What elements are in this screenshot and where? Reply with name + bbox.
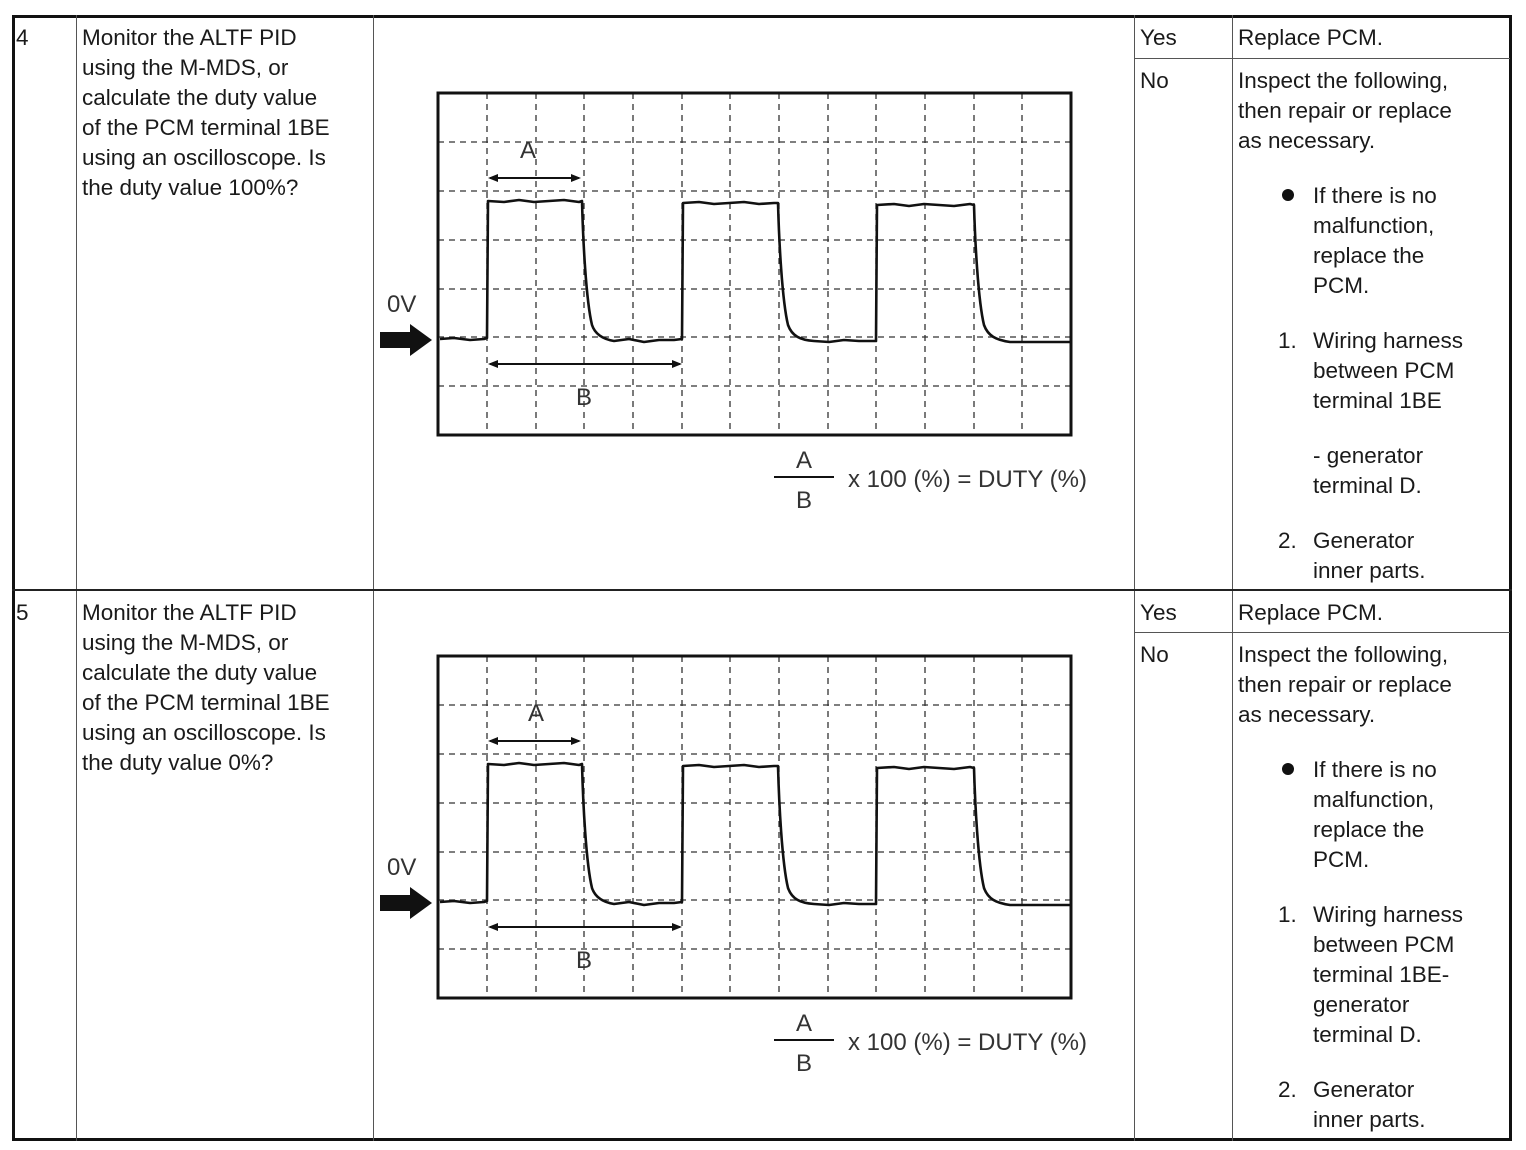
zero-volt-label: 0V: [387, 854, 417, 881]
action-line: the duty value 0%?: [82, 750, 274, 775]
item-line: inner parts.: [1313, 558, 1426, 583]
action-line: Monitor the ALTF PID: [82, 600, 297, 625]
yes-label: Yes: [1140, 25, 1177, 50]
formula-text: x 100 (%) = DUTY (%): [848, 466, 1087, 493]
duty-waveform: [440, 763, 1071, 905]
bullet-line: malfunction,: [1313, 787, 1435, 812]
action-line: of the PCM terminal 1BE: [82, 690, 330, 715]
bullet-icon: [1282, 189, 1294, 201]
action-line: calculate the duty value: [82, 660, 318, 685]
row5-yes-divider: [1134, 632, 1510, 633]
zero-volt-arrow-icon: [380, 887, 432, 919]
bullet-line: PCM.: [1313, 273, 1370, 298]
item-line: between PCM: [1313, 358, 1455, 383]
dimension-b: [488, 360, 682, 368]
no-intro-line: then repair or replace: [1238, 98, 1452, 123]
no-label: No: [1140, 68, 1169, 93]
item-number: 1.: [1278, 328, 1297, 353]
action-line: of the PCM terminal 1BE: [82, 115, 330, 140]
zero-volt-arrow-icon: [380, 324, 432, 356]
action-line: Monitor the ALTF PID: [82, 25, 297, 50]
formula-text: x 100 (%) = DUTY (%): [848, 1029, 1087, 1056]
item-line: terminal 1BE: [1313, 388, 1442, 413]
formula-numerator: A: [795, 1010, 813, 1037]
col-divider-step: [76, 15, 77, 1141]
action-line: using the M-MDS, or: [82, 630, 289, 655]
bullet-line: If there is no: [1313, 757, 1437, 782]
action-line: using an oscilloscope. Is: [82, 720, 326, 745]
bullet-line: If there is no: [1313, 183, 1437, 208]
item-line: terminal D.: [1313, 1022, 1422, 1047]
item-number: 2.: [1278, 528, 1297, 553]
item-line: terminal 1BE-: [1313, 962, 1450, 987]
step-number: 4: [16, 25, 29, 50]
no-intro-line: Inspect the following,: [1238, 642, 1449, 667]
no-intro-line: Inspect the following,: [1238, 68, 1449, 93]
no-intro-line: then repair or replace: [1238, 672, 1452, 697]
bullet-line: replace the: [1313, 817, 1425, 842]
col-divider-diagram: [1134, 15, 1135, 1141]
bullet-line: replace the: [1313, 243, 1425, 268]
formula-numerator: A: [795, 447, 813, 474]
no-intro-line: as necessary.: [1238, 128, 1376, 153]
item-line: inner parts.: [1313, 1107, 1426, 1132]
dimension-a: [488, 174, 581, 182]
label-b: B: [575, 384, 593, 411]
row-divider: [12, 589, 1512, 591]
step-number: 5: [16, 600, 29, 625]
action-line: using an oscilloscope. Is: [82, 145, 326, 170]
no-intro-line: as necessary.: [1238, 702, 1376, 727]
item-line: - generator: [1313, 443, 1424, 468]
bullet-icon: [1282, 763, 1294, 775]
action-line: calculate the duty value: [82, 85, 318, 110]
oscilloscope-diagram: [374, 60, 1134, 530]
bullet-line: malfunction,: [1313, 213, 1435, 238]
duty-waveform: [440, 200, 1071, 342]
bullet-line: PCM.: [1313, 847, 1370, 872]
yes-result: Replace PCM.: [1238, 25, 1384, 50]
zero-volt-label: 0V: [387, 291, 417, 318]
oscilloscope-diagram: [374, 623, 1134, 1093]
yes-result: Replace PCM.: [1238, 600, 1384, 625]
col-divider-yesno: [1232, 15, 1233, 1141]
dimension-a: [488, 737, 581, 745]
item-line: between PCM: [1313, 932, 1455, 957]
item-line: Generator: [1313, 528, 1415, 553]
yes-label: Yes: [1140, 600, 1177, 625]
dimension-b: [488, 923, 682, 931]
item-line: generator: [1313, 992, 1410, 1017]
item-line: Wiring harness: [1313, 902, 1464, 927]
item-line: terminal D.: [1313, 473, 1422, 498]
formula-denominator: B: [795, 1050, 813, 1077]
label-b: B: [575, 947, 593, 974]
label-a: A: [519, 137, 537, 164]
item-line: Generator: [1313, 1077, 1415, 1102]
action-line: using the M-MDS, or: [82, 55, 289, 80]
formula-denominator: B: [795, 487, 813, 514]
item-line: Wiring harness: [1313, 328, 1464, 353]
row4-yes-divider: [1134, 58, 1510, 59]
label-a: A: [527, 700, 545, 727]
action-line: the duty value 100%?: [82, 175, 299, 200]
item-number: 2.: [1278, 1077, 1297, 1102]
item-number: 1.: [1278, 902, 1297, 927]
no-label: No: [1140, 642, 1169, 667]
